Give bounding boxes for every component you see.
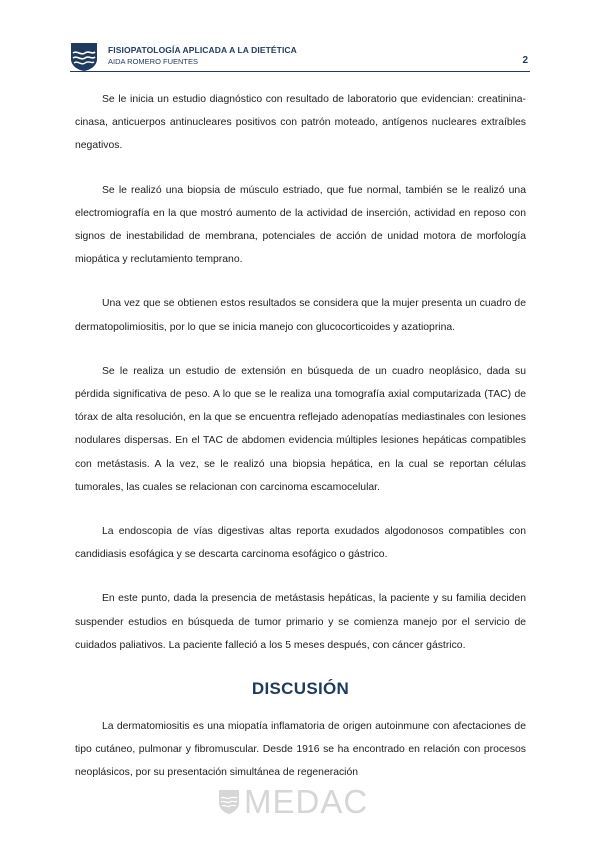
paragraph-3: Una vez que se obtienen estos resultados se considera que la mujer presenta un cuadro de dermatopolimiositis, por lo que se inicia manejo con glucocorticoides y azatioprina. xyxy=(75,298,526,333)
footer-brand: MEDAC xyxy=(244,783,369,820)
discussion-paragraph: La dermatomiositis es una miopatía inflamatoria de origen autoinmune con afectaciones de tipo cutáneo, pulmonar y fibromuscular. Desde 1916 se ha encontrado en relación con procesos neoplásicos, por su presentación simultánea de regeneración xyxy=(75,721,526,779)
paragraph-2: Se le realizó una biopsia de músculo estriado, que fue normal, también se le realizó una electromiografía en la que mostró aumento de la actividad de inserción, actividad en reposo con signos de inestabilidad de membrana, potenciales de acción de unidad motora de morfología miopática y reclutamiento temprano. xyxy=(75,184,526,266)
medac-shield-logo-icon xyxy=(218,789,240,815)
header-title: FISIOPATOLOGÍA APLICADA A LA DIETÉTICA xyxy=(108,45,297,55)
paragraph-6: En este punto, dada la presencia de metástasis hepáticas, la paciente y su familia deciden suspender estudios en búsqueda de tumor primario y se comienza manejo por el servicio de cuidados paliativos. La paciente falleció a los 5 meses después, con cáncer gástrico. xyxy=(75,593,526,651)
paragraph-5: La endoscopia de vías digestivas altas reporta exudados algodonosos compatibles con candidiasis esofágica y se descarta carcinoma esofágico o gástrico. xyxy=(75,526,526,561)
shield-wave-logo-icon xyxy=(70,42,98,72)
paragraph-1: Se le inicia un estudio diagnóstico con resultado de laboratorio que evidencian: creatinina-cinasa, anticuerpos antinucleares positivos con patrón moteado, antígenos nucleares extraíbles negativos. xyxy=(75,94,526,152)
page-number: 2 xyxy=(522,55,528,66)
page-header xyxy=(70,42,530,72)
section-heading: DISCUSIÓN xyxy=(251,679,350,699)
page-footer xyxy=(218,785,378,821)
header-author: AIDA ROMERO FUENTES xyxy=(108,57,199,66)
document-body xyxy=(75,88,526,806)
paragraph-4: Se le realiza un estudio de extensión en búsqueda de un cuadro neoplásico, dada su pérdida significativa de peso. A lo que se le realiza una tomografía axial computarizada (TAC) de tórax de alta resolución, en la que se encuentra reflejado adenopatías mediastinales con lesiones nodulares dispersas. En el TAC de abdomen evidencia múltiples lesiones hepáticas compatibles con metástasis. A la vez, se le realizó una biopsia hepática, en la cual se reportan células tumorales, las cuales se relacionan con carcinoma escamocelular. xyxy=(75,365,526,493)
header-divider xyxy=(70,71,530,72)
